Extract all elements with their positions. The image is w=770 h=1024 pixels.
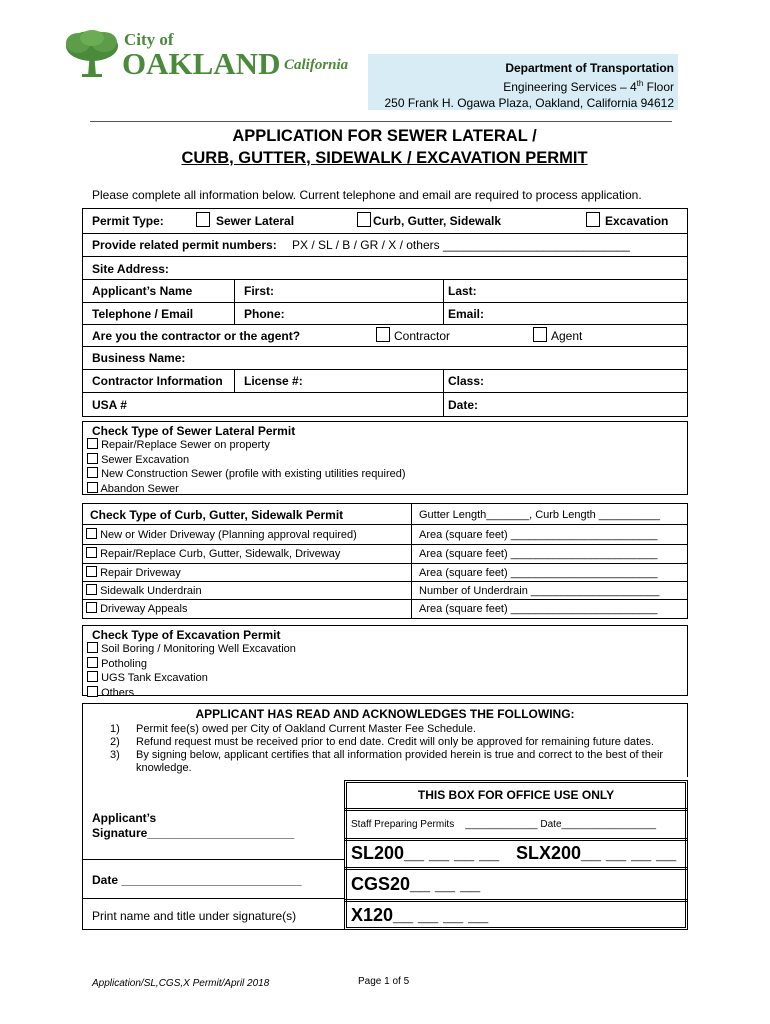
logo-oakland: OAKLAND xyxy=(122,46,281,81)
business-name-label: Business Name: xyxy=(92,351,186,365)
contractor-checkbox[interactable] xyxy=(376,327,390,342)
curb-row[interactable]: New or Wider Driveway (Planning approval required) xyxy=(86,528,357,541)
curb-section-heading: Check Type of Curb, Gutter, Sidewalk Permit xyxy=(90,508,344,522)
staff-preparing-field[interactable]: Staff Preparing Permits _____________ Date_________________ xyxy=(351,819,657,830)
office-use-heading: THIS BOX FOR OFFICE USE ONLY xyxy=(417,788,615,802)
curb-row-value[interactable]: Area (square feet) ________________________ xyxy=(419,567,658,579)
checkbox[interactable] xyxy=(86,602,97,613)
curb-row[interactable]: Driveway Appeals xyxy=(86,602,188,615)
curb-row-value[interactable]: Area (square feet) ________________________ xyxy=(419,603,658,615)
sewer-option-item[interactable]: Sewer Excavation xyxy=(87,453,406,468)
cgs20-field[interactable]: CGS20__ __ __ xyxy=(351,874,481,894)
sl200-field[interactable]: SL200__ __ __ __ xyxy=(351,843,500,863)
usa-date-field[interactable]: Date: xyxy=(448,398,479,412)
checkbox[interactable] xyxy=(86,528,97,539)
page-number: Page 1 of 5 xyxy=(358,976,410,987)
acknowledgement-item: 3) By signing below, applicant certifies that all information provided herein is true and correct to the best of their xyxy=(110,749,664,761)
acknowledgement-item: 2) Refund request must be received prior to end date. Credit will only be approved for remaining future dates. xyxy=(110,736,654,748)
applicant-signature-field[interactable]: Applicant’s Signature______________________ xyxy=(92,811,295,840)
excavation-option-item[interactable]: Soil Boring / Monitoring Well Excavation xyxy=(87,642,296,657)
department-address: 250 Frank H. Ogawa Plaza, Oakland, California 94612 xyxy=(384,96,674,110)
page-title: APPLICATION FOR SEWER LATERAL / CURB, GUTTER, SIDEWALK / EXCAVATION PERMIT xyxy=(181,127,588,167)
checkbox[interactable] xyxy=(87,467,98,478)
curb-row[interactable]: Repair Driveway xyxy=(86,566,181,579)
print-name-label: Print name and title under signature(s) xyxy=(92,909,297,923)
logo-california: California xyxy=(284,57,349,73)
acknowledgement-heading: APPLICANT HAS READ AND ACKNOWLEDGES THE FOLLOWING: xyxy=(195,707,575,721)
checkbox[interactable] xyxy=(86,547,97,558)
permit-excavation-label: Excavation xyxy=(605,214,669,228)
permit-curb-checkbox[interactable] xyxy=(357,212,371,227)
checkbox[interactable] xyxy=(86,584,97,595)
last-name-field[interactable]: Last: xyxy=(448,284,477,298)
curb-row-value[interactable]: Area (square feet) ________________________ xyxy=(419,548,658,560)
x120-field[interactable]: X120__ __ __ __ xyxy=(351,905,489,925)
related-permits-field[interactable]: PX / SL / B / GR / X / others ____________________________ xyxy=(292,238,630,252)
site-address-label: Site Address: xyxy=(92,262,169,276)
checkbox[interactable] xyxy=(87,686,98,697)
excavation-option-item[interactable]: Others xyxy=(87,686,296,701)
footer-form-id: Application/SL,CGS,X Permit/April 2018 xyxy=(92,978,270,989)
curb-row[interactable]: Repair/Replace Curb, Gutter, Sidewalk, Driveway xyxy=(86,547,340,560)
signature-date-field[interactable]: Date ___________________________ xyxy=(92,873,302,887)
sewer-option-item[interactable]: New Construction Sewer (profile with existing utilities required) xyxy=(87,467,406,482)
sewer-option-item[interactable]: Repair/Replace Sewer on property xyxy=(87,438,406,453)
curb-row[interactable]: Sidewalk Underdrain xyxy=(86,584,202,597)
acknowledgement-list xyxy=(110,723,685,775)
checkbox[interactable] xyxy=(87,453,98,464)
oak-tree-icon xyxy=(62,28,122,80)
phone-field[interactable]: Phone: xyxy=(244,307,285,321)
excavation-option-item[interactable]: UGS Tank Excavation xyxy=(87,671,296,686)
permit-sewer-label: Sewer Lateral xyxy=(216,214,295,228)
permit-sewer-checkbox[interactable] xyxy=(196,212,210,227)
class-field[interactable]: Class: xyxy=(448,374,485,388)
related-permits-label: Provide related permit numbers: xyxy=(92,238,277,252)
sewer-options xyxy=(87,438,406,496)
acknowledgement-item-continued: knowledge. xyxy=(136,762,192,774)
license-field[interactable]: License #: xyxy=(244,374,303,388)
permit-type-label: Permit Type: xyxy=(92,214,164,228)
instructions: Please complete all information below. Current telephone and email are required to process application. xyxy=(92,188,642,202)
agent-option-label: Agent xyxy=(551,329,583,343)
checkbox[interactable] xyxy=(87,657,98,668)
contractor-question-label: Are you the contractor or the agent? xyxy=(92,329,301,343)
sewer-option-item[interactable]: Abandon Sewer xyxy=(87,482,406,497)
checkbox[interactable] xyxy=(87,671,98,682)
gutter-curb-length-field[interactable]: Gutter Length_______, Curb Length __________ xyxy=(419,509,660,521)
logo-city-of: City of xyxy=(124,30,174,49)
excavation-option-item[interactable]: Potholing xyxy=(87,657,296,672)
department-floor: Engineering Services – 4th Floor xyxy=(503,79,674,94)
signature-section xyxy=(82,777,344,930)
excavation-section-heading: Check Type of Excavation Permit xyxy=(92,628,281,642)
sewer-section-heading: Check Type of Sewer Lateral Permit xyxy=(92,424,296,438)
checkbox[interactable] xyxy=(87,642,98,653)
acknowledgement-item: 1) Permit fee(s) owed per City of Oakland Current Master Fee Schedule. xyxy=(110,723,476,735)
applicant-name-label: Applicant’s Name xyxy=(92,284,193,298)
first-name-field[interactable]: First: xyxy=(244,284,274,298)
department-header-box xyxy=(368,54,678,110)
city-logo xyxy=(62,28,352,83)
checkbox[interactable] xyxy=(87,438,98,449)
header-divider xyxy=(90,121,672,122)
telephone-email-label: Telephone / Email xyxy=(92,307,194,321)
contractor-info-label: Contractor Information xyxy=(92,374,223,388)
slx200-field[interactable]: SLX200__ __ __ __ xyxy=(516,843,677,863)
permit-excavation-checkbox[interactable] xyxy=(586,212,600,227)
contractor-option-label: Contractor xyxy=(394,329,451,343)
email-field[interactable]: Email: xyxy=(448,307,485,321)
department-name: Department of Transportation xyxy=(505,61,674,75)
curb-row-value[interactable]: Number of Underdrain _____________________ xyxy=(419,585,660,597)
usa-number-field[interactable]: USA # xyxy=(92,398,127,412)
checkbox[interactable] xyxy=(86,566,97,577)
excavation-options xyxy=(87,642,296,700)
checkbox[interactable] xyxy=(87,482,98,493)
agent-checkbox[interactable] xyxy=(533,327,547,342)
curb-row-value[interactable]: Area (square feet) ________________________ xyxy=(419,529,658,541)
permit-curb-label: Curb, Gutter, Sidewalk xyxy=(373,214,502,228)
